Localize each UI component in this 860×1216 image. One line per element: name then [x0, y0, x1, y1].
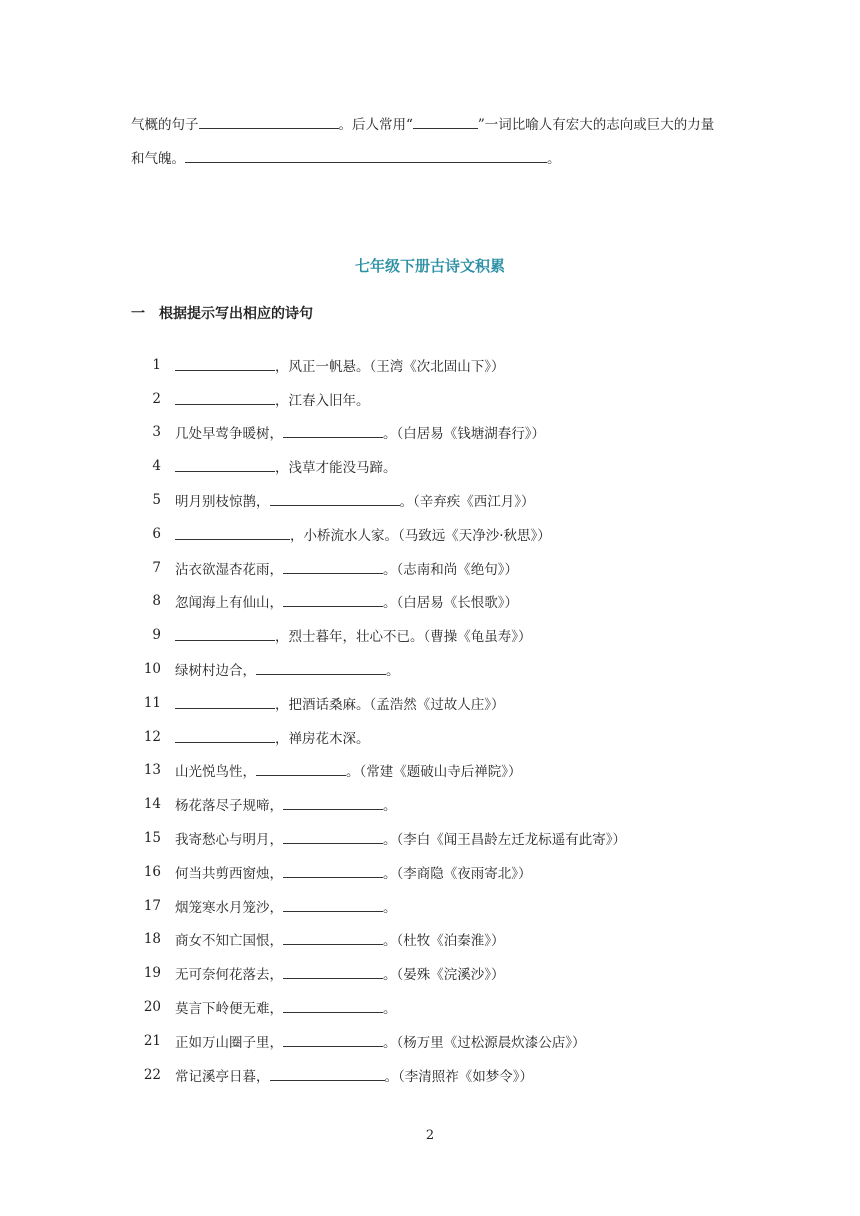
answer-blank[interactable]: [270, 491, 400, 506]
question-item: [131, 449, 751, 483]
answer-blank[interactable]: [175, 390, 275, 405]
question-pre-text: 沾衣欲湿杏花雨，: [175, 561, 283, 578]
question-post-text: 。（杜牧《泊秦淮》）: [383, 933, 505, 950]
question-number: 4: [152, 458, 161, 475]
question-text: [175, 760, 522, 780]
question-text: [175, 456, 397, 476]
question-item: [131, 754, 751, 788]
question-item: [131, 585, 751, 619]
question-item: [131, 923, 751, 957]
question-post-text: ，烈士暮年，壮心不已。（曹操《龟虽寿》）: [275, 629, 532, 646]
question-post-text: 。（白居易《钱塘湖春行》）: [383, 426, 545, 443]
intro-paragraph: [131, 108, 741, 176]
question-pre-text: 商女不知亡国恨，: [175, 933, 283, 950]
question-text: [175, 828, 626, 848]
question-post-text: 。（白居易《长恨歌》）: [383, 595, 518, 612]
answer-blank[interactable]: [283, 423, 383, 438]
intro-text: 和气魄。: [131, 151, 185, 167]
answer-blank[interactable]: [175, 694, 275, 709]
question-item: [131, 855, 751, 889]
question-pre-text: 烟笼寒水月笼沙，: [175, 899, 283, 916]
question-item: [131, 652, 751, 686]
question-number: 7: [152, 559, 161, 576]
question-post-text: ，江春入旧年。: [275, 392, 370, 409]
question-post-text: ，把酒话桑麻。（孟浩然《过故人庄》）: [275, 696, 505, 713]
answer-blank[interactable]: [270, 1066, 385, 1081]
answer-blank[interactable]: [175, 356, 275, 371]
blank-line[interactable]: [199, 114, 339, 129]
question-post-text: 。（李白《闻王昌龄左迁龙标遥有此寄》）: [383, 832, 626, 849]
question-pre-text: 几处早莺争暖树，: [175, 426, 283, 443]
question-pre-text: 我寄愁心与明月，: [175, 832, 283, 849]
answer-blank[interactable]: [256, 761, 346, 776]
question-post-text: ，风正一帆悬。（王湾《次北固山下》）: [275, 358, 505, 375]
question-post-text: 。（李商隐《夜雨寄北》）: [383, 865, 532, 882]
question-pre-text: 常记溪亭日暮，: [175, 1068, 270, 1085]
question-text: [175, 727, 370, 747]
question-item: [131, 517, 751, 551]
answer-blank[interactable]: [256, 660, 386, 675]
question-post-text: 。（杨万里《过松源晨炊漆公店》）: [383, 1034, 586, 1051]
question-post-text: ，禅房花木深。: [275, 730, 370, 747]
question-item: [131, 889, 751, 923]
question-item: [131, 416, 751, 450]
question-post-text: 。: [386, 663, 400, 680]
question-text: [175, 422, 545, 442]
question-text: [175, 389, 370, 409]
answer-blank[interactable]: [283, 829, 383, 844]
page-number: 2: [425, 1128, 435, 1143]
question-text: [175, 524, 551, 544]
blank-line[interactable]: [413, 114, 478, 129]
question-post-text: ，浅草才能没马蹄。: [275, 460, 397, 477]
question-text: [175, 794, 397, 814]
question-pre-text: 忽闻海上有仙山，: [175, 595, 283, 612]
answer-blank[interactable]: [283, 1032, 383, 1047]
question-number: 22: [143, 1066, 161, 1083]
question-text: [175, 963, 505, 983]
question-pre-text: 绿树村边合，: [175, 663, 256, 680]
question-number: 2: [152, 390, 161, 407]
answer-blank[interactable]: [283, 863, 383, 878]
answer-blank[interactable]: [175, 626, 275, 641]
question-item: [131, 1024, 751, 1058]
section-heading: [131, 303, 313, 323]
question-item: [131, 382, 751, 416]
question-item: [131, 618, 751, 652]
question-item: [131, 956, 751, 990]
question-text: [175, 1065, 533, 1085]
answer-blank[interactable]: [283, 998, 383, 1013]
question-pre-text: 无可奈何花落去，: [175, 967, 283, 984]
question-pre-text: 何当共剪西窗烛，: [175, 865, 283, 882]
question-post-text: 。: [383, 798, 397, 815]
question-number: 13: [143, 762, 161, 779]
question-text: [175, 490, 535, 510]
question-number: 10: [143, 661, 161, 678]
question-text: [175, 625, 532, 645]
question-number: 14: [143, 796, 161, 813]
question-text: [175, 896, 397, 916]
blank-line[interactable]: [185, 148, 547, 163]
answer-blank[interactable]: [283, 795, 383, 810]
question-post-text: 。: [383, 899, 397, 916]
answer-blank[interactable]: [175, 728, 275, 743]
intro-line-2: [131, 142, 741, 176]
question-list: [131, 348, 751, 1092]
question-post-text: 。（志南和尚《绝句》）: [383, 561, 518, 578]
answer-blank[interactable]: [283, 559, 383, 574]
question-number: 16: [143, 863, 161, 880]
question-item: [131, 483, 751, 517]
question-text: [175, 862, 532, 882]
question-number: 11: [143, 694, 161, 711]
question-number: 6: [152, 525, 161, 542]
question-text: [175, 929, 505, 949]
question-text: [175, 1031, 586, 1051]
section-label: 根据提示写出相应的诗句: [159, 306, 313, 322]
question-item: [131, 720, 751, 754]
question-post-text: 。: [383, 1001, 397, 1018]
question-item: [131, 686, 751, 720]
intro-text: ”一词比喻人有宏大的志向或巨大的力量: [477, 117, 715, 133]
intro-text: 。后人常用“: [338, 117, 413, 133]
section-number: 一: [131, 306, 145, 322]
question-text: [175, 693, 505, 713]
question-item: [131, 787, 751, 821]
question-item: [131, 348, 751, 382]
question-number: 21: [143, 1032, 161, 1049]
question-number: 5: [152, 492, 161, 509]
question-pre-text: 明月别枝惊鹊，: [175, 494, 270, 511]
question-number: 15: [143, 830, 161, 847]
answer-blank[interactable]: [283, 964, 383, 979]
question-number: 17: [143, 897, 161, 914]
intro-text: 气概的句子: [131, 117, 199, 133]
question-number: 19: [143, 965, 161, 982]
question-pre-text: 山光悦鸟性，: [175, 764, 256, 781]
question-number: 20: [143, 999, 161, 1016]
question-pre-text: 正如万山圈子里，: [175, 1034, 283, 1051]
question-post-text: 。（晏殊《浣溪沙》）: [383, 967, 505, 984]
answer-blank[interactable]: [283, 897, 383, 912]
answer-blank[interactable]: [283, 592, 383, 607]
question-post-text: 。（李清照祚《如梦令》）: [384, 1068, 533, 1085]
question-item: [131, 551, 751, 585]
question-text: [175, 997, 397, 1017]
question-number: 9: [152, 627, 161, 644]
question-pre-text: 杨花落尽子规啼，: [175, 798, 283, 815]
question-post-text: 。（常建《题破山寺后禅院》）: [346, 764, 522, 781]
question-number: 1: [152, 356, 161, 373]
question-post-text: 。（辛弃疾《西江月》）: [399, 494, 535, 511]
question-post-text: ，小桥流水人家。（马致远《天净沙·秋思》）: [290, 527, 551, 544]
question-number: 12: [143, 728, 161, 745]
question-text: [175, 591, 518, 611]
question-item: [131, 821, 751, 855]
question-item: [131, 990, 751, 1024]
intro-line-1: [131, 108, 741, 142]
answer-blank[interactable]: [175, 457, 275, 472]
question-text: [175, 355, 505, 375]
section-title: 七年级下册古诗文积累: [354, 257, 505, 275]
question-text: [175, 659, 400, 679]
question-item: [131, 1058, 751, 1092]
answer-blank[interactable]: [175, 525, 290, 540]
question-pre-text: 莫言下岭便无难，: [175, 1001, 283, 1018]
answer-blank[interactable]: [283, 930, 383, 945]
intro-text: 。: [547, 151, 561, 167]
question-number: 18: [143, 931, 161, 948]
question-text: [175, 558, 518, 578]
question-number: 8: [152, 593, 161, 610]
question-number: 3: [152, 424, 161, 441]
